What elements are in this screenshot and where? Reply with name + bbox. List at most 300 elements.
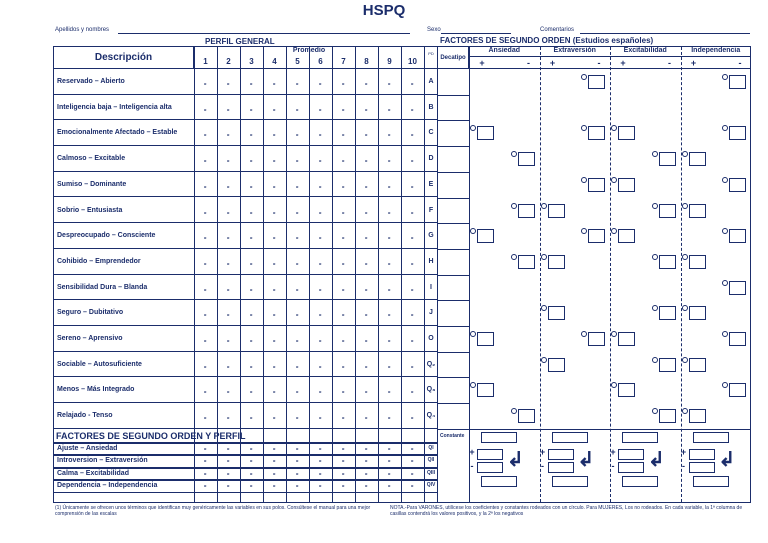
coefficient-box[interactable] [729,383,746,397]
coefficient-circle [611,228,617,234]
coefficient-box[interactable] [729,178,746,192]
footnote-left: (1) Únicamente se ofrecen unos términos que identifican muy genéricamente las variables en sus polos. Consúltese el manual para una mejor comprensión de las escalas [55,505,371,517]
scale-dot[interactable]: ∘ [272,312,277,320]
scale-dot[interactable]: ∘ [410,389,415,397]
scale-dot[interactable]: ∘ [203,209,208,217]
scale-dot[interactable]: ∘ [364,158,369,166]
scale-dot[interactable]: ∘ [295,183,300,191]
scale-dot[interactable]: ∘ [387,81,392,88]
coefficient-box[interactable] [588,178,605,192]
factor-letter: Q₃ [426,386,436,394]
coefficient-box[interactable] [659,306,676,320]
scale-dot[interactable]: ∘ [295,312,300,320]
factor-letter: C [428,129,434,137]
decatipo-cell[interactable] [442,177,464,193]
scale-dot[interactable]: ∘ [364,260,369,268]
scale-dot[interactable]: ∘ [387,338,392,345]
perfil-general-title: PERFIL GENERAL [205,37,275,46]
scale-dot[interactable]: ∘ [272,483,277,491]
scale-dot[interactable]: ∘ [249,286,254,294]
coefficient-box[interactable] [518,204,535,218]
scale-dot[interactable]: ∘ [341,312,346,320]
sum-plus-box[interactable] [477,449,503,460]
scale-dot[interactable]: ∘ [249,458,254,466]
coefficient-circle [652,357,658,363]
coefficient-box[interactable] [477,332,494,346]
factor-letter: A [428,78,434,85]
decatipo-cell[interactable] [442,357,464,373]
scale-dot[interactable]: ∘ [410,483,415,491]
scale-dot[interactable]: ∘ [203,389,208,397]
footnote-right: NOTA.-Para VARONES, utilícese los coeficientes y constantes rodeados con un círculo. Para MUJERES, Los no rodeados. En cada variable, la 1ª columna de casillas contendrá los valores positivos, y la 2ª los negativos [390,505,743,517]
scale-dot[interactable]: ∘ [249,483,254,491]
scale-dot[interactable]: ∘ [295,158,300,166]
coefficient-box[interactable] [588,229,605,243]
sum-plus-box[interactable] [618,449,644,460]
coefficient-box[interactable] [588,75,605,89]
return-arrow-icon: ↲ [507,448,524,471]
scale-dot[interactable]: ∘ [249,81,254,88]
scale-dot[interactable]: ∘ [318,470,323,478]
coefficient-circle [722,331,728,337]
constant-box[interactable] [693,432,729,443]
constant-box[interactable] [552,432,588,443]
scale-dot[interactable]: ∘ [203,470,208,478]
scale-dot[interactable]: ∘ [318,132,323,140]
scale-dot[interactable]: ∘ [226,445,231,453]
scale-dot[interactable]: ∘ [295,235,300,243]
scale-dot[interactable]: ∘ [410,458,415,466]
coefficient-box[interactable] [618,383,635,397]
scale-dot[interactable]: ∘ [226,470,231,478]
scale-dot[interactable]: ∘ [318,235,323,243]
scale-dot[interactable]: ∘ [272,209,277,217]
scale-dot[interactable]: ∘ [387,458,392,466]
scale-dot[interactable]: ∘ [364,209,369,217]
scale-dot[interactable]: ∘ [249,209,254,217]
factor-letter: F [428,206,434,214]
coefficient-box[interactable] [729,126,746,140]
decatipo-cell[interactable] [442,254,464,270]
scale-dot[interactable]: ∘ [387,470,392,478]
scale-dot[interactable]: ∘ [387,106,392,114]
scale-dot[interactable]: ∘ [364,363,369,371]
scale-dot[interactable]: ∘ [364,445,369,453]
decatipo-cell[interactable] [442,280,464,296]
column-header: Excitabilidad [623,47,667,54]
scale-dot[interactable]: ∘ [410,415,415,423]
scale-dot[interactable]: ∘ [318,415,323,423]
scale-dot[interactable]: ∘ [203,183,208,191]
scale-dot[interactable]: ∘ [203,81,208,88]
coefficient-box[interactable] [689,306,706,320]
sum-minus-box[interactable] [548,462,574,473]
scale-dot[interactable]: ∘ [364,183,369,191]
scale-dot[interactable]: ∘ [272,81,277,88]
scale-dot[interactable]: ∘ [203,106,208,114]
scale-dot[interactable]: ∘ [272,458,277,466]
scale-number: 5 [295,57,300,66]
scale-dot[interactable]: ∘ [318,312,323,320]
scale-dot[interactable]: ∘ [341,338,346,345]
coefficient-circle [470,382,476,388]
coefficient-box[interactable] [618,178,635,192]
scale-dot[interactable]: ∘ [318,389,323,397]
scale-dot[interactable]: ∘ [341,106,346,114]
scale-dot[interactable]: ∘ [295,106,300,114]
result-box[interactable] [481,476,517,487]
coefficient-box[interactable] [518,255,535,269]
scale-dot[interactable]: ∘ [203,458,208,466]
result-box[interactable] [693,476,729,487]
decatipo-row-line [438,223,469,224]
scale-dot[interactable]: ∘ [203,235,208,243]
scale-dot[interactable]: ∘ [272,338,277,345]
decatipo-cell[interactable] [442,305,464,321]
comentarios-line[interactable] [580,33,750,34]
decatipo-cell[interactable] [442,125,464,141]
scale-dot[interactable]: ∘ [203,132,208,140]
scale-dot[interactable]: ∘ [295,363,300,371]
scale-dot[interactable]: ∘ [295,132,300,140]
header-line [438,68,750,69]
scale-dot[interactable]: ∘ [249,132,254,140]
scale-dot[interactable]: ∘ [249,470,254,478]
coefficient-circle [511,203,517,209]
scale-dot[interactable]: ∘ [364,286,369,294]
scale-dot[interactable]: ∘ [341,235,346,243]
scale-dot[interactable]: ∘ [318,158,323,166]
scale-dot[interactable]: ∘ [226,312,231,320]
subheader-line [469,56,540,57]
scale-dot[interactable]: ∘ [364,81,369,88]
scale-dot[interactable]: ∘ [203,286,208,294]
scale-dot[interactable]: ∘ [226,132,231,140]
scale-dot[interactable]: ∘ [203,415,208,423]
coefficient-box[interactable] [729,75,746,89]
scale-dot[interactable]: ∘ [341,363,346,371]
coefficient-box[interactable] [588,126,605,140]
scale-dot[interactable]: ∘ [387,483,392,491]
apellidos-line[interactable] [118,33,410,34]
scale-dot[interactable]: ∘ [226,415,231,423]
scale-dot[interactable]: ∘ [387,363,392,371]
scale-dot[interactable]: ∘ [410,158,415,166]
scale-dot[interactable]: ∘ [318,363,323,371]
decatipo-cell[interactable] [442,382,464,398]
scale-dot[interactable]: ∘ [272,106,277,114]
coefficient-box[interactable] [477,229,494,243]
scale-dot[interactable]: ∘ [272,260,277,268]
scale-dot[interactable]: ∘ [295,389,300,397]
factor-letter: J [429,309,433,317]
scale-dot[interactable]: ∘ [295,458,300,466]
sum-plus-box[interactable] [548,449,574,460]
scale-dot[interactable]: ∘ [318,338,323,345]
scale-dot[interactable]: ∘ [272,132,277,140]
coefficient-box[interactable] [548,255,565,269]
scale-dot[interactable]: ∘ [410,81,415,88]
coefficient-box[interactable] [689,255,706,269]
scale-dot[interactable]: ∘ [341,286,346,294]
return-arrow-icon: ↲ [648,448,665,471]
row-label: Calma – Excitabilidad [57,469,129,477]
coefficient-box[interactable] [477,383,494,397]
result-box[interactable] [552,476,588,487]
plus-sign: + [620,58,626,68]
scale-dot[interactable]: ∘ [364,106,369,114]
coefficient-circle [652,305,658,311]
decatipo-row-line [438,95,469,96]
coefficient-box[interactable] [548,358,565,372]
scale-dot[interactable]: ∘ [387,389,392,397]
factor-letter: D [428,155,434,163]
coefficient-box[interactable] [477,126,494,140]
decatipo-row-line [438,352,469,353]
scale-dot[interactable]: ∘ [364,338,369,345]
row-label: Menos – Más Integrado [57,386,135,394]
scale-dot[interactable]: ∘ [364,132,369,140]
coefficient-box[interactable] [618,229,635,243]
decatipo-cell[interactable] [442,408,464,424]
scale-dot[interactable]: ∘ [364,483,369,491]
scale-dot[interactable]: ∘ [203,158,208,166]
scale-dot[interactable]: ∘ [226,363,231,371]
scale-dot[interactable]: ∘ [249,338,254,345]
scale-number: 9 [387,57,392,66]
scale-dot[interactable]: ∘ [272,363,277,371]
decatipo-cell[interactable] [442,203,464,219]
scale-dot[interactable]: ∘ [341,445,346,453]
coefficient-box[interactable] [729,281,746,295]
scale-dot[interactable]: ∘ [364,470,369,478]
scale-dot[interactable]: ∘ [410,106,415,114]
minus-sign: - [668,58,671,68]
coefficient-box[interactable] [518,152,535,166]
scale-dot[interactable]: ∘ [295,338,300,345]
scale-dot[interactable]: ∘ [272,415,277,423]
scale-dot[interactable]: ∘ [226,338,231,345]
scale-dot[interactable]: ∘ [387,260,392,268]
scale-dot[interactable]: ∘ [364,235,369,243]
coefficient-box[interactable] [689,152,706,166]
constant-box[interactable] [622,432,658,443]
scale-dot[interactable]: ∘ [364,415,369,423]
promedio-header: Promedio [292,47,326,54]
scale-dot[interactable]: ∘ [410,338,415,345]
scale-dot[interactable]: ∘ [249,260,254,268]
decatipo-cell[interactable] [442,74,464,90]
scale-dot[interactable]: ∘ [203,260,208,268]
scale-dot[interactable]: ∘ [226,106,231,114]
scale-dot[interactable]: ∘ [272,470,277,478]
scale-dot[interactable]: ∘ [203,483,208,491]
scale-dot[interactable]: ∘ [341,158,346,166]
scale-dot[interactable]: ∘ [410,260,415,268]
sexo-line[interactable] [441,33,511,34]
scale-dot[interactable]: ∘ [387,183,392,191]
scale-dot[interactable]: ∘ [387,158,392,166]
scale-number: 7 [341,57,346,66]
coefficient-circle [652,408,658,414]
coefficient-box[interactable] [548,306,565,320]
scale-dot[interactable]: ∘ [272,235,277,243]
sum-minus-box[interactable] [477,462,503,473]
scale-dot[interactable]: ∘ [295,483,300,491]
coefficient-box[interactable] [689,204,706,218]
scale-dot[interactable]: ∘ [226,389,231,397]
scale-dot[interactable]: ∘ [387,415,392,423]
coefficient-box[interactable] [659,409,676,423]
scale-dot[interactable]: ∘ [226,458,231,466]
scale-dot[interactable]: ∘ [341,483,346,491]
scale-dot[interactable]: ∘ [249,235,254,243]
scale-number: 6 [318,57,323,66]
scale-dot[interactable]: ∘ [203,312,208,320]
coefficient-box[interactable] [659,358,676,372]
scale-dot[interactable]: ∘ [387,445,392,453]
scale-dot[interactable]: ∘ [249,158,254,166]
scale-dot[interactable]: ∘ [272,445,277,453]
scale-dot[interactable]: ∘ [295,81,300,88]
factor-letter: H [428,257,434,265]
scale-dot[interactable]: ∘ [387,286,392,294]
scale-dot[interactable]: ∘ [226,235,231,243]
scale-dot[interactable]: ∘ [410,363,415,371]
scale-dot[interactable]: ∘ [249,312,254,320]
decatipo-row-line [438,275,469,276]
scale-dot[interactable]: ∘ [410,312,415,320]
coefficient-box[interactable] [689,409,706,423]
decatipo-cell[interactable] [442,228,464,244]
scale-dot[interactable]: ∘ [318,458,323,466]
scale-dot[interactable]: ∘ [295,286,300,294]
decatipo-cell[interactable] [442,100,464,116]
coefficient-box[interactable] [659,255,676,269]
decatipo-cell[interactable] [442,151,464,167]
coefficient-box[interactable] [548,204,565,218]
coefficient-box[interactable] [659,152,676,166]
scale-dot[interactable]: ∘ [387,312,392,320]
scale-dot[interactable]: ∘ [272,158,277,166]
coefficient-circle [722,280,728,286]
scale-dot[interactable]: ∘ [272,183,277,191]
coefficient-box[interactable] [588,332,605,346]
scale-dot[interactable]: ∘ [364,458,369,466]
scale-dot[interactable]: ∘ [410,445,415,453]
scale-number: 8 [364,57,369,66]
coefficient-circle [722,125,728,131]
scale-dot[interactable]: ∘ [318,81,323,88]
scale-dot[interactable]: ∘ [410,235,415,243]
scale-dot[interactable]: ∘ [249,445,254,453]
scale-dot[interactable]: ∘ [295,470,300,478]
scale-dot[interactable]: ∘ [387,235,392,243]
scale-dot[interactable]: ∘ [318,483,323,491]
scale-dot[interactable]: ∘ [203,338,208,345]
scale-dot[interactable]: ∘ [318,209,323,217]
scale-dot[interactable]: ∘ [226,158,231,166]
scale-dot[interactable]: ∘ [318,260,323,268]
scale-dot[interactable]: ∘ [272,286,277,294]
scale-dot[interactable]: ∘ [249,389,254,397]
scale-dot[interactable]: ∘ [410,286,415,294]
coefficient-box[interactable] [618,332,635,346]
scale-dot[interactable]: ∘ [295,415,300,423]
scale-dot[interactable]: ∘ [341,389,346,397]
scale-dot[interactable]: ∘ [341,458,346,466]
scale-dot[interactable]: ∘ [226,209,231,217]
scale-dot[interactable]: ∘ [249,415,254,423]
scale-dot[interactable]: ∘ [341,183,346,191]
sum-plus-box[interactable] [689,449,715,460]
coefficient-box[interactable] [689,358,706,372]
scale-dot[interactable]: ∘ [203,445,208,453]
sum-minus-box[interactable] [618,462,644,473]
sum-minus-box[interactable] [689,462,715,473]
coefficient-circle [511,408,517,414]
coefficient-circle [470,331,476,337]
scale-dot[interactable]: ∘ [410,209,415,217]
scale-dot[interactable]: ∘ [318,106,323,114]
minus-sign: - [597,58,601,68]
scale-dot[interactable]: ∘ [295,260,300,268]
scale-dot[interactable]: ∘ [249,363,254,371]
scale-dot[interactable]: ∘ [387,209,392,217]
scale-dot[interactable]: ∘ [318,286,323,294]
scale-dot[interactable]: ∘ [341,470,346,478]
scale-dot[interactable]: ∘ [410,470,415,478]
result-box[interactable] [622,476,658,487]
scale-dot[interactable]: ∘ [341,415,346,423]
scale-dot[interactable]: ∘ [410,183,415,191]
scale-dot[interactable]: ∘ [341,260,346,268]
scale-dot[interactable]: ∘ [341,209,346,217]
scale-dot[interactable]: ∘ [272,389,277,397]
scale-dot[interactable]: ∘ [226,260,231,268]
coefficient-box[interactable] [518,409,535,423]
scale-dot[interactable]: ∘ [226,81,231,88]
coefficient-box[interactable] [618,126,635,140]
scale-dot[interactable]: ∘ [249,106,254,114]
scale-dot[interactable]: ∘ [318,445,323,453]
scale-dot[interactable]: ∘ [203,363,208,371]
scale-dot[interactable]: ∘ [249,183,254,191]
scale-dot[interactable]: ∘ [295,445,300,453]
coefficient-box[interactable] [729,229,746,243]
scale-dot[interactable]: ∘ [318,183,323,191]
scale-dot[interactable]: ∘ [226,483,231,491]
coefficient-box[interactable] [729,332,746,346]
scale-dot[interactable]: ∘ [226,183,231,191]
factor-letter: I [430,283,432,291]
coefficient-circle [611,382,617,388]
scale-dot[interactable]: ∘ [364,312,369,320]
scale-dot[interactable]: ∘ [387,132,392,140]
coefficient-circle [682,305,688,311]
decatipo-cell[interactable] [442,331,464,347]
scale-dot[interactable]: ∘ [364,389,369,397]
scale-dot[interactable]: ∘ [226,286,231,294]
scale-dot[interactable]: ∘ [410,132,415,140]
second-order-title: FACTORES DE SEGUNDO ORDEN (Estudios españoles) [440,36,654,45]
scale-dot[interactable]: ∘ [295,209,300,217]
coefficient-box[interactable] [659,204,676,218]
constant-box[interactable] [481,432,517,443]
scale-dot[interactable]: ∘ [341,81,346,88]
coefficient-circle [470,228,476,234]
scale-dot[interactable]: ∘ [341,132,346,140]
